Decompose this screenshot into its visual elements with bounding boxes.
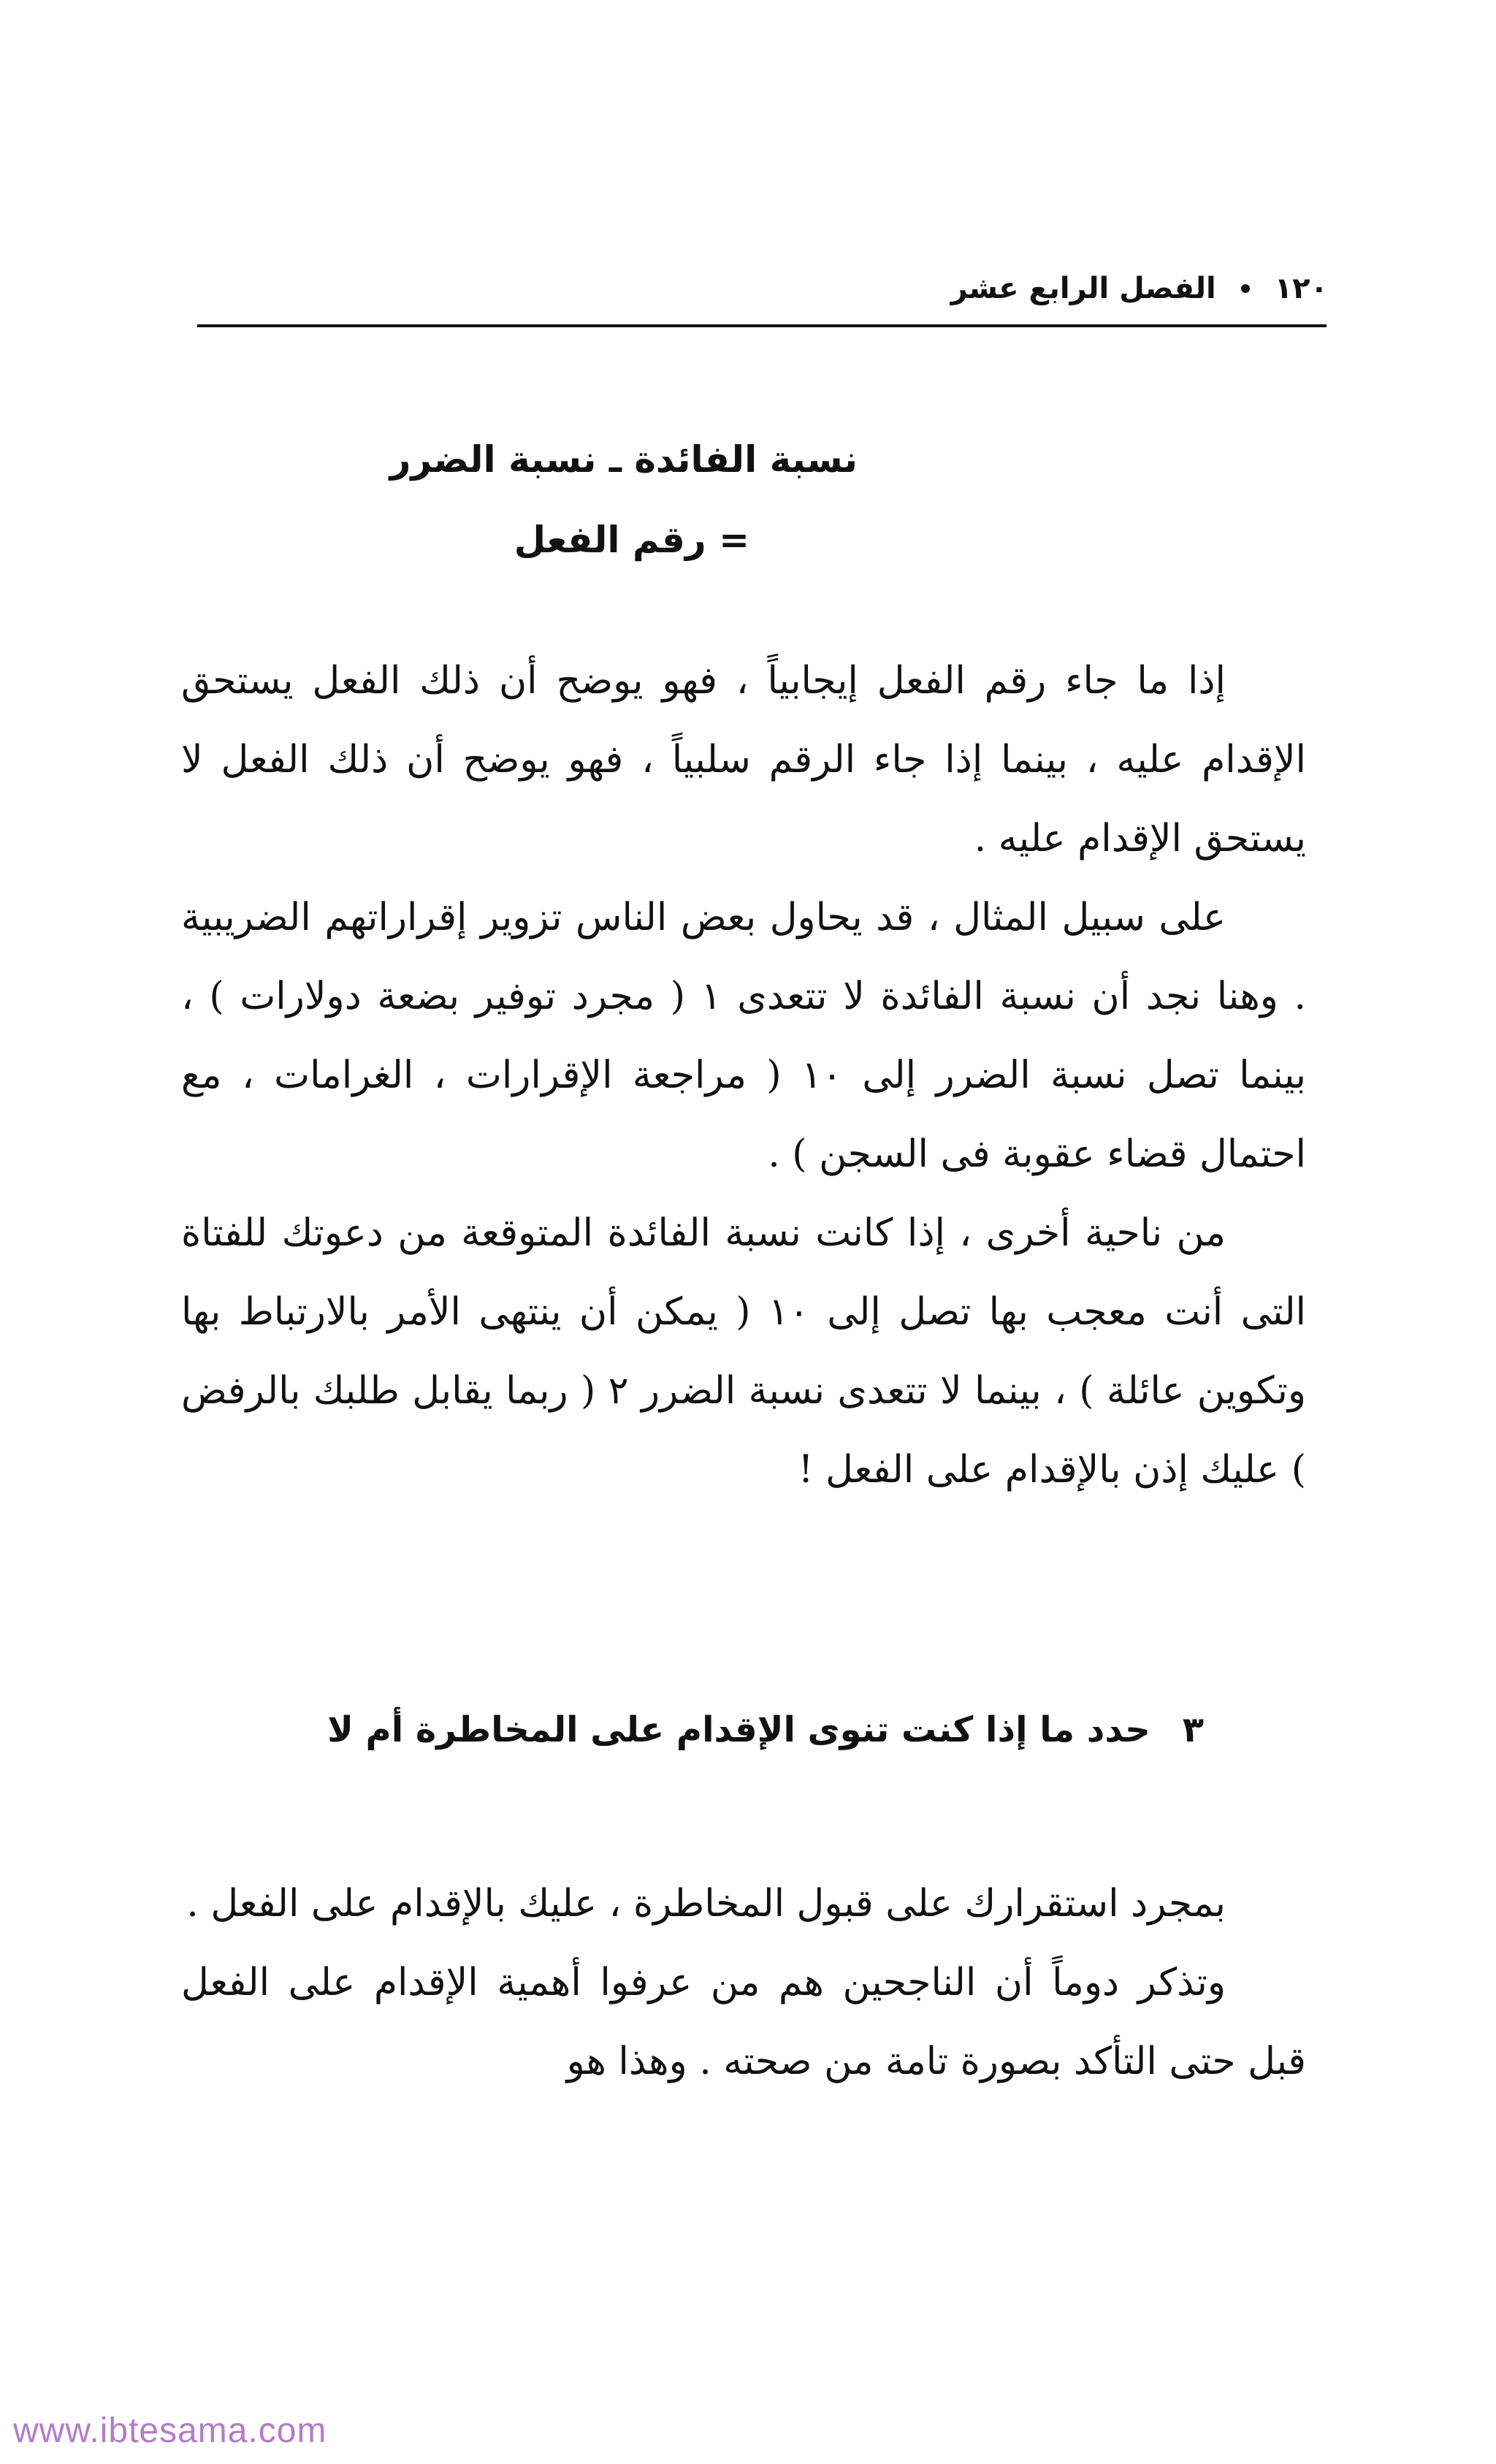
chapter-title: الفصل الرابع عشر: [950, 272, 1216, 305]
paragraph: وتذكر دوماً أن الناجحين هم من عرفوا أهمية الإقدام على الفعل قبل حتى التأكد بصورة تامة من صحته . وهذا هو: [181, 1961, 1306, 2083]
formula-line-1: نسبة الفائدة ـ نسبة الضرر: [389, 438, 858, 481]
section-number: ٣: [1182, 1709, 1204, 1750]
body-section-a: [181, 641, 1306, 1509]
paragraph: على سبيل المثال ، قد يحاول بعض الناس تزوير إقراراتهم الضريبية . وهنا نجد أن نسبة الفائدة لا تتعدى ١ ( مجرد توفير بضعة دولارات ) ، بينما تصل نسبة الضرر إلى ١٠ ( مراجعة الإقرارات ، الغرامات ، مع احتمال قضاء عقوبة فى السجن ) .: [181, 896, 1307, 1176]
paragraph: من ناحية أخرى ، إذا كانت نسبة الفائدة المتوقعة من دعوتك للفتاة التى أنت معجب بها تصل إلى ١٠ ( يمكن أن ينتهى الأمر بالارتباط بها وتكوين عائلة ) ، بينما لا تتعدى نسبة الضرر ٢ ( ربما يقابل طلبك بالرفض ) عليك إذن بالإقدام على الفعل !: [181, 1211, 1306, 1492]
watermark: www.ibtesama.com: [13, 2411, 327, 2450]
header-rule: [197, 324, 1327, 327]
body-section-b: [181, 1864, 1306, 2101]
paragraph: بمجرد استقرارك على قبول المخاطرة ، عليك بالإقدام على الفعل .: [186, 1882, 1226, 1926]
running-head: [169, 259, 1328, 318]
section-heading-text: حدد ما إذا كنت تنوى الإقدام على المخاطرة أم لا: [327, 1709, 1150, 1750]
section-heading: [327, 1709, 1204, 1750]
page-number: ١٢٠: [1274, 272, 1328, 305]
bullet-icon: [1241, 284, 1250, 293]
formula-line-2: = رقم الفعل: [514, 519, 749, 561]
paragraph: إذا ما جاء رقم الفعل إيجابياً ، فهو يوضح أن ذلك الفعل يستحق الإقدام عليه ، بينما إذا جاء الرقم سلبياً ، فهو يوضح أن ذلك الفعل لا يستحق الإقدام عليه .: [181, 659, 1306, 861]
